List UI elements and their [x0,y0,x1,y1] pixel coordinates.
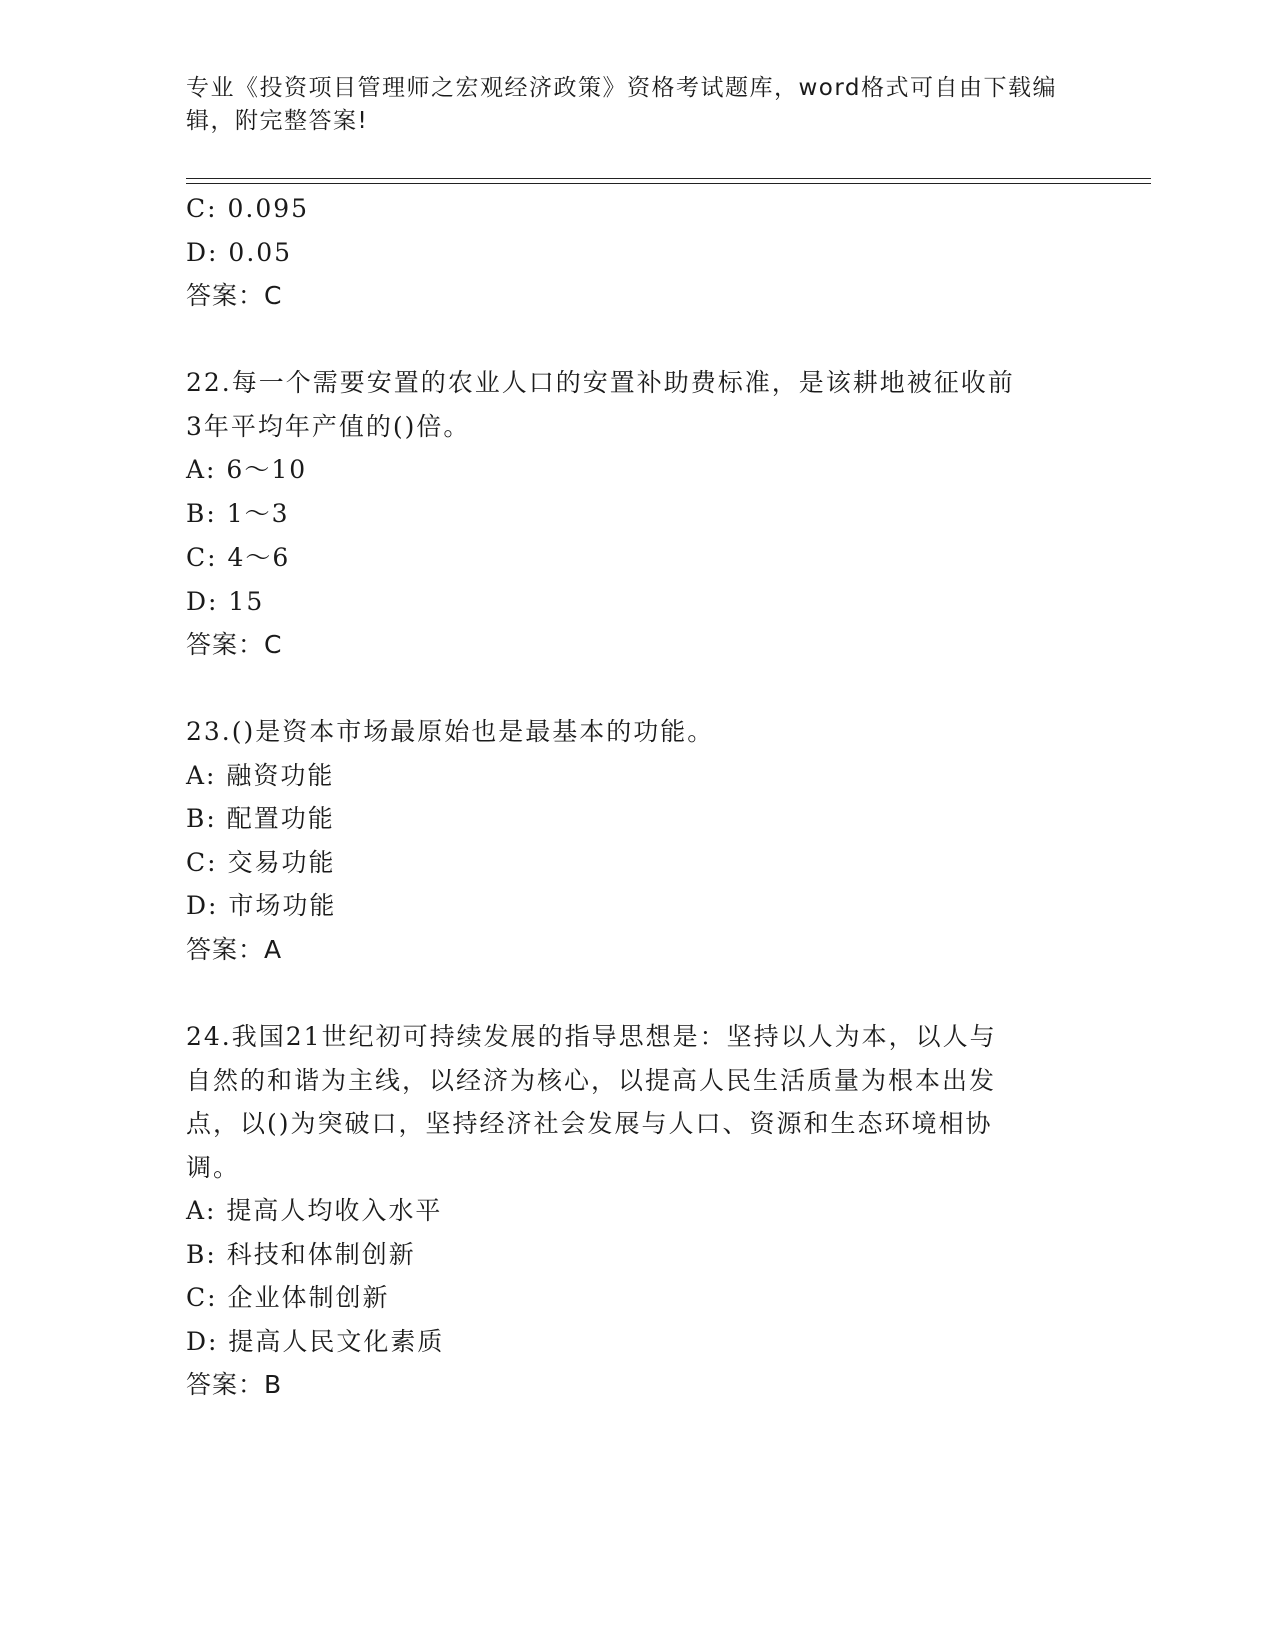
q23-answer: 答案：A [186,935,283,964]
q22-answer: 答案：C [186,630,283,659]
q23-option-a: A: 融资功能 [186,761,335,790]
q24-option-c: C: 企业体制创新 [186,1283,390,1312]
q22-option-b: B: 1～3 [186,499,290,528]
q24-option-d: D: 提高人民文化素质 [186,1327,445,1356]
q24-stem-line-1: 24.我国21世纪初可持续发展的指导思想是：坚持以人为本，以人与 [186,1022,997,1051]
q21-answer: 答案：C [186,281,283,310]
q24-answer: 答案：B [186,1370,283,1399]
q24-stem-line-3: 点，以()为突破口，坚持经济社会发展与人口、资源和生态环境相协 [186,1109,993,1138]
q22-option-a: A: 6～10 [186,455,308,484]
header-line-2: 辑，附完整答案! [186,108,369,134]
q22-option-c: C: 4～6 [186,543,291,572]
q23-option-c: C: 交易功能 [186,848,336,877]
q23-stem-line-1: 23.()是资本市场最原始也是最基本的功能。 [186,717,715,746]
q22-stem-line-1: 22.每一个需要安置的农业人口的安置补助费标准，是该耕地被征收前 [186,368,1015,397]
q23-option-b: B: 配置功能 [186,804,335,833]
q21-option-d: D: 0.05 [186,238,293,267]
q22-option-d: D: 15 [186,587,265,616]
q24-option-a: A: 提高人均收入水平 [186,1196,443,1225]
q23-option-d: D: 市场功能 [186,891,337,920]
q24-stem-line-4: 调。 [186,1153,241,1182]
q24-stem-line-2: 自然的和谐为主线，以经济为核心，以提高人民生活质量为根本出发 [186,1066,997,1095]
q22-stem-line-2: 3年平均年产值的()倍。 [186,412,471,441]
document-header [186,72,1066,138]
header-divider-top [186,178,1151,179]
q21-option-c: C: 0.095 [186,194,310,223]
header-line-1: 专业《投资项目管理师之宏观经济政策》资格考试题库，word格式可自由下载编 [186,75,1058,101]
q24-option-b: B: 科技和体制创新 [186,1240,416,1269]
header-divider-bottom [186,183,1151,184]
